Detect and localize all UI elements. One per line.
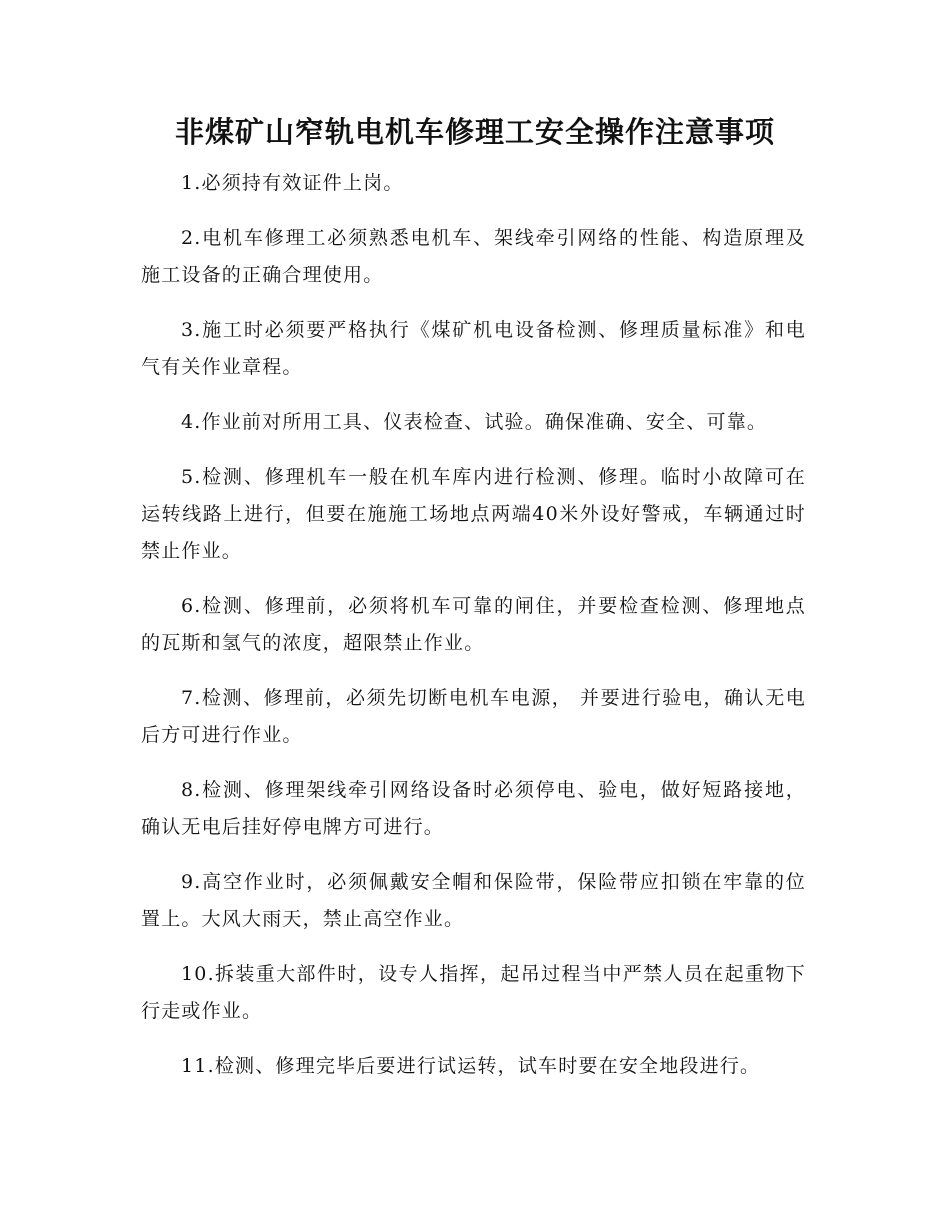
paragraph-1: 1.必须持有效证件上岗。 [181, 172, 404, 194]
paragraph-2: 2.电机车修理工必须熟悉电机车、架线牵引网络的性能、构造原理及施工设备的正确合理使用。 [141, 227, 806, 286]
paragraph-8: 8.检测、修理架线牵引网络设备时必须停电、验电，做好短路接地，确认无电后挂好停电牌方可进行。 [141, 779, 806, 838]
paragraph-6: 6.检测、修理前，必须将机车可靠的闸住，并要检查检测、修理地点的瓦斯和氢气的浓度，超限禁止作业。 [141, 595, 806, 654]
paragraph-9: 9.高空作业时，必须佩戴安全帽和保险带，保险带应扣锁在牢靠的位置上。大风大雨天，禁止高空作业。 [141, 871, 806, 930]
paragraph-5: 5.检测、修理机车一般在机车库内进行检测、修理。临时小故障可在运转线路上进行，但要在施施工场地点两端40米外设好警戒，车辆通过时禁止作业。 [141, 466, 806, 562]
paragraph-3: 3.施工时必须要严格执行《煤矿机电设备检测、修理质量标准》和电气有关作业章程。 [141, 319, 806, 378]
document-title: 非煤矿山窄轨电机车修理工安全操作注意事项 [174, 115, 775, 149]
paragraph-11: 11.检测、修理完毕后要进行试运转，试车时要在安全地段进行。 [181, 1055, 761, 1077]
paragraph-10: 10.拆装重大部件时，设专人指挥，起吊过程当中严禁人员在起重物下行走或作业。 [141, 963, 806, 1022]
paragraph-4: 4.作业前对所用工具、仪表检查、试验。确保准确、安全、可靠。 [181, 411, 768, 433]
paragraph-7: 7.检测、修理前，必须先切断电机车电源， 并要进行验电，确认无电后方可进行作业。 [141, 687, 806, 746]
document-body [141, 165, 806, 1103]
